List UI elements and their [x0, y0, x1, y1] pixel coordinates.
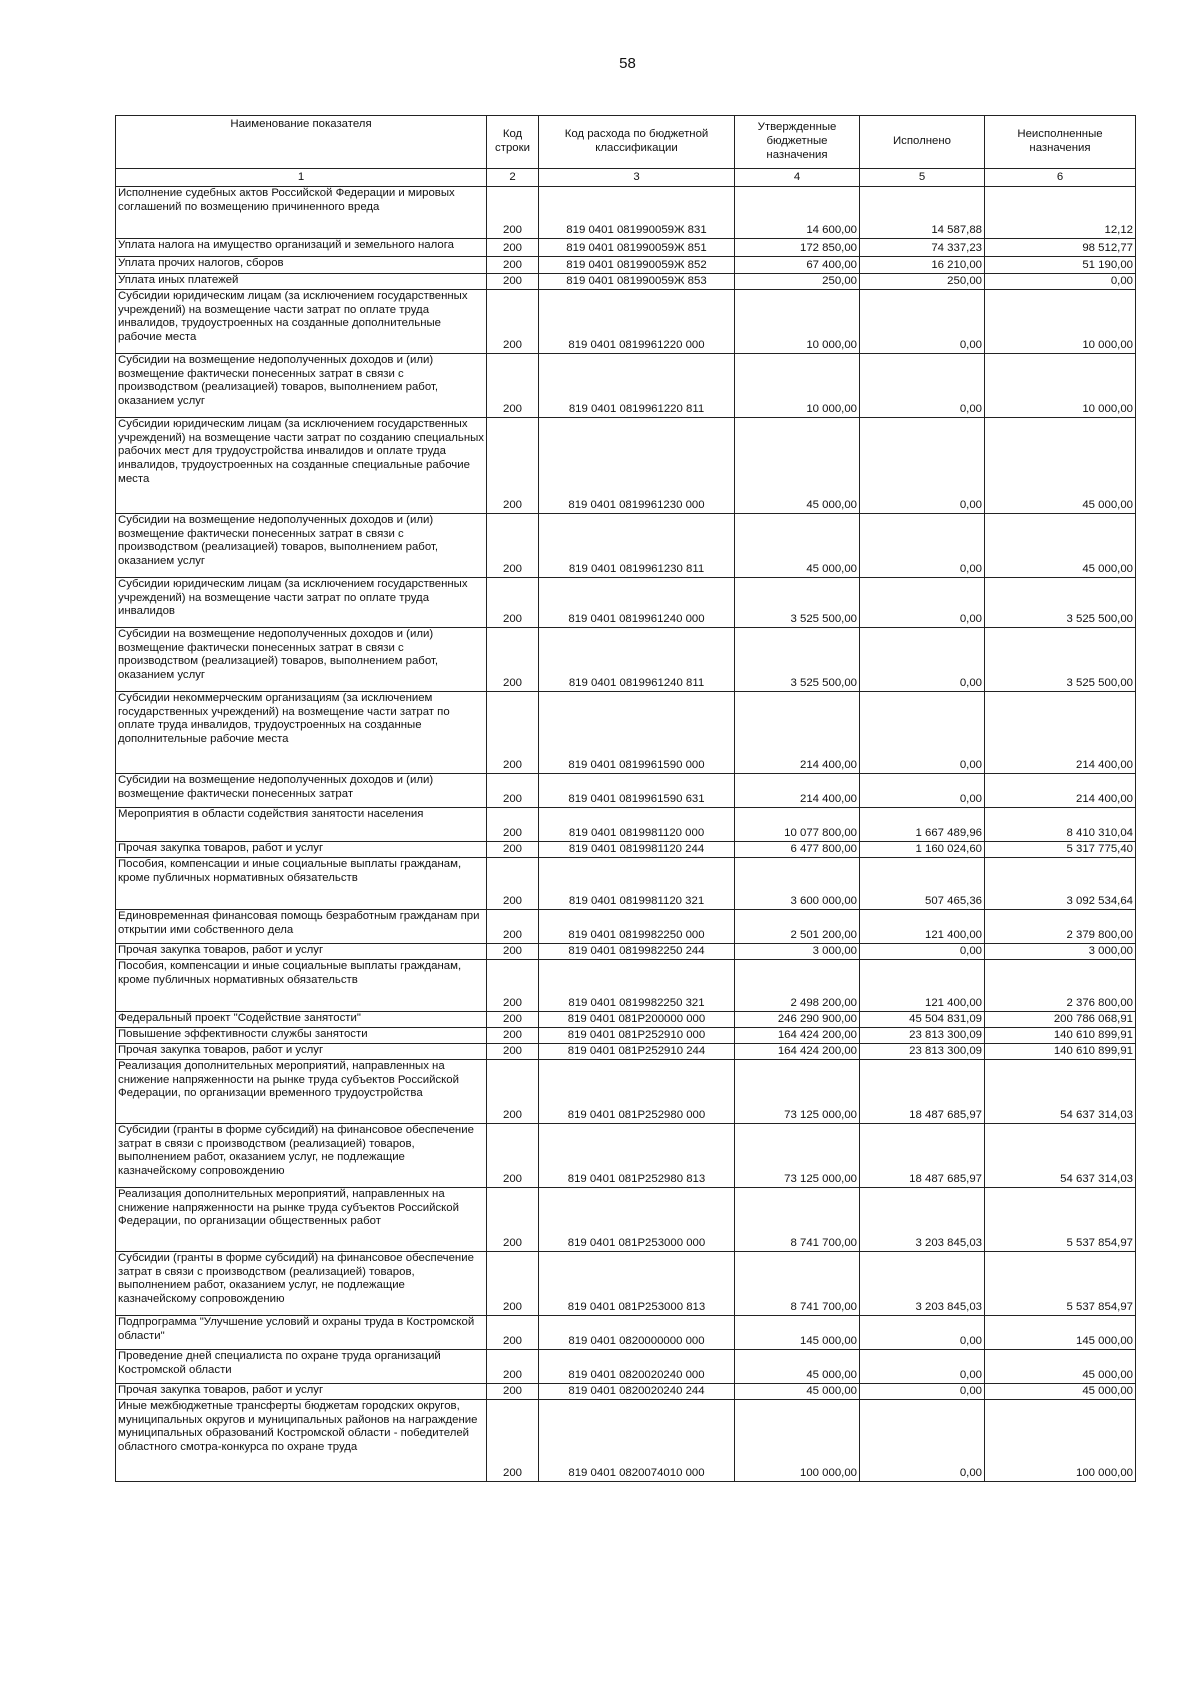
table-row	[116, 944, 1136, 960]
table-row	[116, 1044, 1136, 1060]
table-row	[116, 1384, 1136, 1400]
row-approved: 14 600,00	[735, 187, 860, 239]
row-unexecuted: 51 190,00	[985, 257, 1136, 274]
header-approved: Утвержденные бюджетные назначения	[735, 116, 860, 169]
row-line-code: 200	[487, 1350, 539, 1384]
row-approved: 3 525 500,00	[735, 628, 860, 692]
row-name: Прочая закупка товаров, работ и услуг	[116, 842, 487, 858]
row-executed: 0,00	[860, 290, 985, 354]
row-budget-code: 819 0401 0819961230 000	[539, 418, 735, 514]
table-body	[116, 187, 1136, 1482]
row-unexecuted: 214 400,00	[985, 692, 1136, 774]
row-line-code: 200	[487, 1028, 539, 1044]
column-number: 2	[487, 169, 539, 187]
row-budget-code: 819 0401 081P252910 244	[539, 1044, 735, 1060]
table-row	[116, 1188, 1136, 1252]
row-executed: 121 400,00	[860, 910, 985, 944]
row-executed: 3 203 845,03	[860, 1188, 985, 1252]
row-approved: 214 400,00	[735, 692, 860, 774]
table-row	[116, 187, 1136, 239]
row-executed: 0,00	[860, 418, 985, 514]
page-number: 58	[619, 55, 636, 72]
row-line-code: 200	[487, 290, 539, 354]
row-unexecuted: 45 000,00	[985, 514, 1136, 578]
row-executed: 14 587,88	[860, 187, 985, 239]
row-executed: 250,00	[860, 274, 985, 290]
row-budget-code: 819 0401 0820074010 000	[539, 1400, 735, 1482]
row-name: Исполнение судебных актов Российской Федерации и мировых соглашений по возмещению причиненного вреда	[116, 187, 487, 239]
header-line-code: Код строки	[487, 116, 539, 169]
row-budget-code: 819 0401 0819982250 244	[539, 944, 735, 960]
row-executed: 0,00	[860, 1316, 985, 1350]
row-unexecuted: 54 637 314,03	[985, 1060, 1136, 1124]
row-approved: 2 498 200,00	[735, 960, 860, 1012]
row-budget-code: 819 0401 0819961590 000	[539, 692, 735, 774]
row-budget-code: 819 0401 0820020240 244	[539, 1384, 735, 1400]
row-unexecuted: 0,00	[985, 274, 1136, 290]
table-row	[116, 858, 1136, 910]
row-line-code: 200	[487, 842, 539, 858]
row-approved: 67 400,00	[735, 257, 860, 274]
row-approved: 45 000,00	[735, 418, 860, 514]
row-budget-code: 819 0401 0820020240 000	[539, 1350, 735, 1384]
row-line-code: 200	[487, 960, 539, 1012]
row-line-code: 200	[487, 1188, 539, 1252]
row-name: Субсидии юридическим лицам (за исключением государственных учреждений) на возмещение части затрат по созданию специальных рабочих мест для трудоустройства инвалидов и оплате труда инвалидов, трудоустроенных на созданные специальные рабочие места	[116, 418, 487, 514]
row-line-code: 200	[487, 578, 539, 628]
row-approved: 164 424 200,00	[735, 1028, 860, 1044]
table-row	[116, 1252, 1136, 1316]
header-executed: Исполнено	[860, 116, 985, 169]
table-row	[116, 910, 1136, 944]
row-unexecuted: 5 537 854,97	[985, 1188, 1136, 1252]
row-approved: 8 741 700,00	[735, 1252, 860, 1316]
row-approved: 73 125 000,00	[735, 1124, 860, 1188]
row-line-code: 200	[487, 239, 539, 257]
row-name: Реализация дополнительных мероприятий, направленных на снижение напряженности на рынке труда субъектов Российской Федерации, по организации общественных работ	[116, 1188, 487, 1252]
row-name: Субсидии юридическим лицам (за исключением государственных учреждений) на возмещение части затрат по оплате труда инвалидов	[116, 578, 487, 628]
row-line-code: 200	[487, 1044, 539, 1060]
row-budget-code: 819 0401 0819961590 631	[539, 774, 735, 808]
row-executed: 0,00	[860, 628, 985, 692]
row-budget-code: 819 0401 081990059Ж 831	[539, 187, 735, 239]
table-row	[116, 628, 1136, 692]
row-executed: 0,00	[860, 354, 985, 418]
row-approved: 250,00	[735, 274, 860, 290]
header-name: Наименование показателя	[116, 116, 487, 169]
row-executed: 23 813 300,09	[860, 1044, 985, 1060]
table-row	[116, 239, 1136, 257]
row-budget-code: 819 0401 0819961240 000	[539, 578, 735, 628]
column-number: 3	[539, 169, 735, 187]
row-budget-code: 819 0401 081P252980 813	[539, 1124, 735, 1188]
table-row	[116, 692, 1136, 774]
row-executed: 74 337,23	[860, 239, 985, 257]
row-executed: 1 160 024,60	[860, 842, 985, 858]
row-unexecuted: 12,12	[985, 187, 1136, 239]
row-line-code: 200	[487, 1012, 539, 1028]
row-name: Пособия, компенсации и иные социальные выплаты гражданам, кроме публичных нормативных обязательств	[116, 960, 487, 1012]
row-line-code: 200	[487, 808, 539, 842]
row-name: Субсидии юридическим лицам (за исключением государственных учреждений) на возмещение части затрат по оплате труда инвалидов, трудоустроенных на созданные дополнительные рабочие места	[116, 290, 487, 354]
row-name: Уплата прочих налогов, сборов	[116, 257, 487, 274]
row-line-code: 200	[487, 354, 539, 418]
row-line-code: 200	[487, 1384, 539, 1400]
row-line-code: 200	[487, 274, 539, 290]
table-row	[116, 1400, 1136, 1482]
row-line-code: 200	[487, 514, 539, 578]
row-approved: 145 000,00	[735, 1316, 860, 1350]
row-line-code: 200	[487, 1124, 539, 1188]
row-name: Пособия, компенсации и иные социальные выплаты гражданам, кроме публичных нормативных обязательств	[116, 858, 487, 910]
column-number: 4	[735, 169, 860, 187]
row-approved: 10 000,00	[735, 354, 860, 418]
row-budget-code: 819 0401 0820000000 000	[539, 1316, 735, 1350]
table-row	[116, 842, 1136, 858]
row-budget-code: 819 0401 0819981120 321	[539, 858, 735, 910]
row-approved: 45 000,00	[735, 514, 860, 578]
row-name: Прочая закупка товаров, работ и услуг	[116, 1044, 487, 1060]
row-budget-code: 819 0401 081P252910 000	[539, 1028, 735, 1044]
row-approved: 73 125 000,00	[735, 1060, 860, 1124]
row-executed: 0,00	[860, 1400, 985, 1482]
row-name: Уплата иных платежей	[116, 274, 487, 290]
table-row	[116, 1060, 1136, 1124]
row-line-code: 200	[487, 628, 539, 692]
row-budget-code: 819 0401 081P252980 000	[539, 1060, 735, 1124]
row-unexecuted: 45 000,00	[985, 1384, 1136, 1400]
row-unexecuted: 5 317 775,40	[985, 842, 1136, 858]
row-budget-code: 819 0401 0819982250 321	[539, 960, 735, 1012]
table-row	[116, 290, 1136, 354]
row-approved: 2 501 200,00	[735, 910, 860, 944]
row-executed: 16 210,00	[860, 257, 985, 274]
row-line-code: 200	[487, 1060, 539, 1124]
row-unexecuted: 100 000,00	[985, 1400, 1136, 1482]
row-line-code: 200	[487, 692, 539, 774]
row-budget-code: 819 0401 0819981120 244	[539, 842, 735, 858]
table-row	[116, 808, 1136, 842]
row-executed: 23 813 300,09	[860, 1028, 985, 1044]
table-row	[116, 354, 1136, 418]
row-approved: 214 400,00	[735, 774, 860, 808]
row-budget-code: 819 0401 0819961220 000	[539, 290, 735, 354]
table-row	[116, 514, 1136, 578]
row-line-code: 200	[487, 774, 539, 808]
row-name: Прочая закупка товаров, работ и услуг	[116, 944, 487, 960]
row-approved: 10 077 800,00	[735, 808, 860, 842]
row-line-code: 200	[487, 858, 539, 910]
table-row	[116, 960, 1136, 1012]
row-unexecuted: 45 000,00	[985, 418, 1136, 514]
row-line-code: 200	[487, 418, 539, 514]
table-row	[116, 1124, 1136, 1188]
column-number-row	[116, 169, 1136, 187]
row-unexecuted: 140 610 899,91	[985, 1028, 1136, 1044]
row-line-code: 200	[487, 910, 539, 944]
table-row	[116, 1028, 1136, 1044]
row-executed: 0,00	[860, 1350, 985, 1384]
table-row	[116, 774, 1136, 808]
row-name: Субсидии (гранты в форме субсидий) на финансовое обеспечение затрат в связи с производством (реализацией) товаров, выполнением работ, оказанием услуг, не подлежащие казначейскому сопровождению	[116, 1252, 487, 1316]
row-name: Иные межбюджетные трансферты бюджетам городских округов, муниципальных округов и муниципальных районов на награждение муниципальных образований Костромской области - победителей областного смотра-конкурса по охране труда	[116, 1400, 487, 1482]
row-unexecuted: 5 537 854,97	[985, 1252, 1136, 1316]
row-line-code: 200	[487, 187, 539, 239]
row-budget-code: 819 0401 081990059Ж 852	[539, 257, 735, 274]
row-unexecuted: 214 400,00	[985, 774, 1136, 808]
row-executed: 0,00	[860, 1384, 985, 1400]
row-executed: 18 487 685,97	[860, 1124, 985, 1188]
row-name: Повышение эффективности службы занятости	[116, 1028, 487, 1044]
row-line-code: 200	[487, 1252, 539, 1316]
row-executed: 45 504 831,09	[860, 1012, 985, 1028]
row-unexecuted: 200 786 068,91	[985, 1012, 1136, 1028]
row-name: Субсидии на возмещение недополученных доходов и (или) возмещение фактически понесенных затрат в связи с производством (реализацией) товаров, выполнением работ, оказанием услуг	[116, 354, 487, 418]
row-line-code: 200	[487, 1316, 539, 1350]
header-budget-code: Код расхода по бюджетной классификации	[539, 116, 735, 169]
row-executed: 121 400,00	[860, 960, 985, 1012]
row-name: Федеральный проект "Содействие занятости"	[116, 1012, 487, 1028]
table-row	[116, 418, 1136, 514]
row-approved: 10 000,00	[735, 290, 860, 354]
row-budget-code: 819 0401 0819982250 000	[539, 910, 735, 944]
row-budget-code: 819 0401 081990059Ж 853	[539, 274, 735, 290]
row-unexecuted: 3 525 500,00	[985, 628, 1136, 692]
row-approved: 8 741 700,00	[735, 1188, 860, 1252]
row-unexecuted: 140 610 899,91	[985, 1044, 1136, 1060]
column-number: 1	[116, 169, 487, 187]
row-budget-code: 819 0401 081P200000 000	[539, 1012, 735, 1028]
row-unexecuted: 54 637 314,03	[985, 1124, 1136, 1188]
table-header-row	[116, 116, 1136, 169]
row-name: Подпрограмма "Улучшение условий и охраны труда в Костромской области"	[116, 1316, 487, 1350]
row-unexecuted: 145 000,00	[985, 1316, 1136, 1350]
row-executed: 1 667 489,96	[860, 808, 985, 842]
row-unexecuted: 3 000,00	[985, 944, 1136, 960]
row-name: Субсидии на возмещение недополученных доходов и (или) возмещение фактически понесенных затрат	[116, 774, 487, 808]
row-budget-code: 819 0401 0819961220 811	[539, 354, 735, 418]
row-executed: 3 203 845,03	[860, 1252, 985, 1316]
table-row	[116, 1012, 1136, 1028]
table-row	[116, 1316, 1136, 1350]
row-budget-code: 819 0401 0819961230 811	[539, 514, 735, 578]
column-number: 6	[985, 169, 1136, 187]
row-approved: 164 424 200,00	[735, 1044, 860, 1060]
row-name: Субсидии на возмещение недополученных доходов и (или) возмещение фактически понесенных затрат в связи с производством (реализацией) товаров, выполнением работ, оказанием услуг	[116, 628, 487, 692]
table-row	[116, 257, 1136, 274]
row-budget-code: 819 0401 081P253000 000	[539, 1188, 735, 1252]
column-number: 5	[860, 169, 985, 187]
row-name: Субсидии (гранты в форме субсидий) на финансовое обеспечение затрат в связи с производством (реализацией) товаров, выполнением работ, оказанием услуг, не подлежащие казначейскому сопровождению	[116, 1124, 487, 1188]
row-line-code: 200	[487, 1400, 539, 1482]
row-unexecuted: 10 000,00	[985, 290, 1136, 354]
header-unexecuted: Неисполненные назначения	[985, 116, 1136, 169]
row-unexecuted: 45 000,00	[985, 1350, 1136, 1384]
budget-execution-table	[115, 115, 1136, 1482]
row-executed: 0,00	[860, 692, 985, 774]
row-name: Субсидии на возмещение недополученных доходов и (или) возмещение фактически понесенных затрат в связи с производством (реализацией) товаров, выполнением работ, оказанием услуг	[116, 514, 487, 578]
row-approved: 3 600 000,00	[735, 858, 860, 910]
row-approved: 3 525 500,00	[735, 578, 860, 628]
row-budget-code: 819 0401 081990059Ж 851	[539, 239, 735, 257]
row-approved: 45 000,00	[735, 1384, 860, 1400]
row-approved: 100 000,00	[735, 1400, 860, 1482]
row-approved: 172 850,00	[735, 239, 860, 257]
row-approved: 246 290 900,00	[735, 1012, 860, 1028]
row-executed: 507 465,36	[860, 858, 985, 910]
row-executed: 0,00	[860, 514, 985, 578]
row-name: Проведение дней специалиста по охране труда организаций Костромской области	[116, 1350, 487, 1384]
row-name: Единовременная финансовая помощь безработным гражданам при открытии ими собственного дела	[116, 910, 487, 944]
row-executed: 18 487 685,97	[860, 1060, 985, 1124]
row-approved: 3 000,00	[735, 944, 860, 960]
table-row	[116, 274, 1136, 290]
row-name: Мероприятия в области содействия занятости населения	[116, 808, 487, 842]
table-row	[116, 1350, 1136, 1384]
row-unexecuted: 3 092 534,64	[985, 858, 1136, 910]
row-name: Субсидии некоммерческим организациям (за исключением государственных учреждений) на возмещение части затрат по оплате труда инвалидов, трудоустроенных на созданные дополнительные рабочие места	[116, 692, 487, 774]
row-line-code: 200	[487, 257, 539, 274]
row-approved: 6 477 800,00	[735, 842, 860, 858]
row-budget-code: 819 0401 081P253000 813	[539, 1252, 735, 1316]
row-approved: 45 000,00	[735, 1350, 860, 1384]
table-row	[116, 578, 1136, 628]
row-budget-code: 819 0401 0819961240 811	[539, 628, 735, 692]
row-unexecuted: 10 000,00	[985, 354, 1136, 418]
row-budget-code: 819 0401 0819981120 000	[539, 808, 735, 842]
row-name: Уплата налога на имущество организаций и земельного налога	[116, 239, 487, 257]
row-unexecuted: 3 525 500,00	[985, 578, 1136, 628]
row-unexecuted: 8 410 310,04	[985, 808, 1136, 842]
row-executed: 0,00	[860, 578, 985, 628]
row-name: Прочая закупка товаров, работ и услуг	[116, 1384, 487, 1400]
row-unexecuted: 2 379 800,00	[985, 910, 1136, 944]
row-unexecuted: 2 376 800,00	[985, 960, 1136, 1012]
row-name: Реализация дополнительных мероприятий, направленных на снижение напряженности на рынке труда субъектов Российской Федерации, по организации временного трудоустройства	[116, 1060, 487, 1124]
row-executed: 0,00	[860, 944, 985, 960]
row-unexecuted: 98 512,77	[985, 239, 1136, 257]
row-line-code: 200	[487, 944, 539, 960]
row-executed: 0,00	[860, 774, 985, 808]
